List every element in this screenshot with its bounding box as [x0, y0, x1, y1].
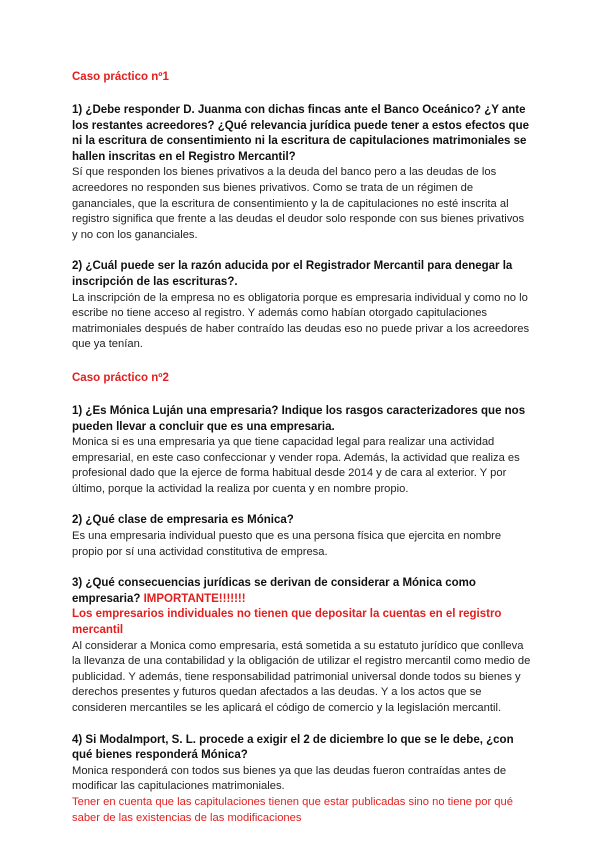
- case1-q2-question: 2) ¿Cuál puede ser la razón aducida por el Registrador Mercantil para denegar la inscripción de las escrituras?.: [72, 260, 513, 288]
- case2-q4-note: Tener en cuenta que las capitulaciones tienen que estar publicadas sino no tiene por qué saber de las existencias de las modificaciones: [72, 795, 513, 824]
- important-label: IMPORTANTE!!!!!!!: [143, 592, 246, 605]
- case1-q2-section: [72, 259, 532, 353]
- case2-q4-question: 4) Si ModaImport, S. L. procede a exigir el 2 de diciembre lo que se le debe, ¿con qué bienes responderá Mónica?: [72, 733, 514, 762]
- case2-q3-question-line: [72, 576, 532, 607]
- case2-q3-question: 3) ¿Qué consecuencias jurídicas se derivan de considerar a Mónica como empresaria?: [72, 577, 476, 605]
- case2-q4-section: [72, 733, 532, 827]
- case1-q2-answer: La inscripción de la empresa no es obligatoria porque es empresaria individual y como no lo escribe no tiene acceso al registro. Y además como habían otorgado capitulaciones matrimoniales después de haber contraído las deudas eso no puede privar a los acreedores que ya tenían.: [72, 291, 530, 351]
- case2-q1-section: [72, 404, 532, 498]
- case2-q1-answer: Monica si es una empresaria ya que tiene capacidad legal para realizar una actividad empresarial, en este caso confeccionar y vender ropa. Además, la actividad que realiza es profesional dado que la ejerce de forma habitual desde 2014 y de cara al exterior. Y por último, porque la actividad la realiza por cuenta y en nombre propio.: [72, 436, 520, 495]
- case1-title: Caso práctico nº1: [72, 71, 169, 83]
- case1-q1-section: [72, 103, 532, 243]
- case2-q2-section: [72, 513, 532, 560]
- case2-q4-answer: Monica responderá con todos sus bienes ya que las deudas fueron contraídas antes de modificar las capitulaciones matrimoniales.: [72, 764, 507, 793]
- case2-q3-note: Los empresarios individuales no tienen que depositar la cuentas en el registro mercantil: [72, 608, 502, 637]
- case2-q2-question: 2) ¿Qué clase de empresaria es Mónica?: [72, 514, 294, 527]
- case1-q1-answer: Sí que responden los bienes privativos a la deuda del banco pero a las deudas de los acreedores no responden sus bienes privativos. Como se trata de un régimen de gananciales, que la escritura de consentimiento y la de capitulaciones no esté inscrita al registro significa que frente a las deudas el deudor solo responde con sus bienes privativos y no con los gananciales.: [72, 166, 525, 241]
- case2-q3-answer: Al considerar a Monica como empresaria, está sometida a su estatuto jurídico que conlleva la llevanza de una contabilidad y la obligación de utilizar el registro mercantil como medio de publicidad. Y además, tiene responsabilidad patrimonial universal donde todos su bienes y derechos presentes y futuros quedan afectados a las deudas. Y a los actos que se consideren mercantiles se les aplicará el código de comercio y la legislación mercantil.: [72, 639, 531, 714]
- case1-q1-question: 1) ¿Debe responder D. Juanma con dichas fincas ante el Banco Oceánico? ¿Y ante los restantes acreedores? ¿Qué relevancia jurídica puede tener a estos efectos que ni la escritura de consentimiento ni la escritura de capitulaciones matrimoniales se hallen inscritas en el Registro Mercantil?: [72, 104, 529, 163]
- case2-title: Caso práctico nº2: [72, 371, 169, 384]
- case2-q1-question: 1) ¿Es Mónica Luján una empresaria? Indique los rasgos caracterizadores que nos pueden llevar a concluir que es una empresaria.: [72, 404, 526, 433]
- case2-q2-answer: Es una empresaria individual puesto que es una persona física que ejercita en nombre propio por sí una actividad constitutiva de empresa.: [72, 530, 502, 558]
- document-content: [72, 70, 532, 842]
- case2-q3-section: [72, 576, 532, 716]
